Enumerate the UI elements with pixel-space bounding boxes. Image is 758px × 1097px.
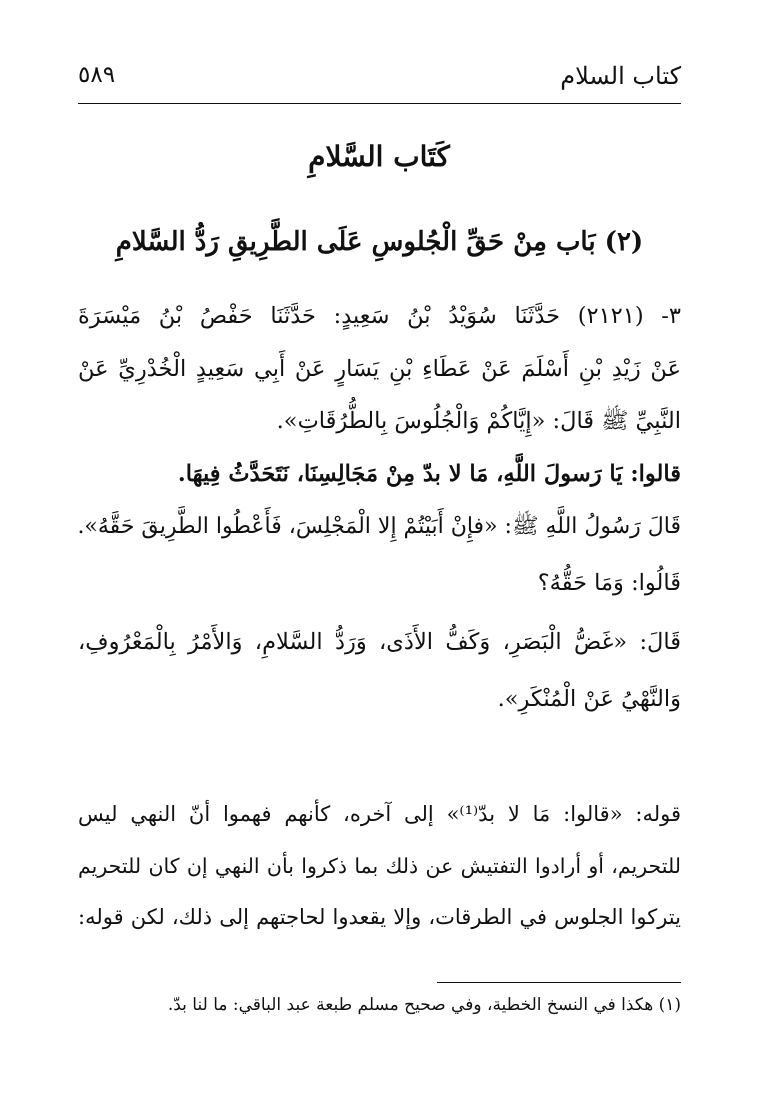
hadith-line-2: عَنْ زَيْدِ بْنِ أَسْلَمَ عَنْ عَطَاءِ بْنِ يَسَارٍ عَنْ أَبِي سَعِيدٍ الْخُدْرِيِّ عَنْ: [78, 356, 681, 382]
hadith-line-4: قالوا: يَا رَسولَ اللَّهِ، مَا لا بدّ مِنْ مَجَالِسِنَا، نَتَحَدَّثُ فِيهَا.: [177, 461, 681, 487]
header-divider: [78, 103, 681, 104]
footnote-divider: [437, 982, 681, 983]
book-title: كَتَاب السَّلامِ: [308, 140, 450, 173]
commentary-line-1: قوله: «قالوا: مَا لا بدّ⁽¹⁾» إلى آخره، كأنهم فهموا أنّ النهي ليس: [78, 802, 681, 826]
footnote: (١) هكذا في النسخ الخطية، وفي صحيح مسلم طبعة عبد الباقي: ما لنا بدّ.: [167, 995, 681, 1015]
running-header: [78, 58, 681, 102]
page-number: ٥٨٩: [78, 62, 116, 88]
hadith-line-7: قَالَ: «غَضُّ الْبَصَرِ، وَكَفُّ الأَذَى، وَرَدُّ السَّلامِ، وَالأَمْرُ بِالْمَعْرُوفِ،: [78, 629, 681, 655]
hadith-line-5: قَالَ رَسُولُ اللَّهِ ﷺ: «فإِنْ أَبَيْتُمْ إِلا الْمَجْلِسَ، فَأَعْطُوا الطَّرِيقَ حَقَّهُ».: [77, 514, 681, 539]
hadith-line-8: وَالنَّهْيُ عَنْ الْمُنْكَرِ».: [497, 686, 681, 712]
chapter-title: (٢) بَاب مِنْ حَقِّ الْجُلوسِ عَلَى الطَّرِيقِ رَدُّ السَّلامِ: [115, 227, 644, 257]
hadith-line-6: قَالُوا: وَمَا حَقُّهُ؟: [537, 570, 681, 596]
running-header-title: كتاب السلام: [560, 62, 681, 90]
hadith-line-3: النَّبِيِّ ﷺ قَالَ: «إِيَّاكُمْ وَالْجُلُوسَ بِالطُّرُقَاتِ».: [276, 408, 681, 434]
hadith-line-1: ٣- (٢١٢١) حَدَّثَنَا سُوَيْدُ بْنُ سَعِيدٍ: حَدَّثَنَا حَفْصُ بْنُ مَيْسَرَةَ: [78, 303, 681, 329]
commentary-line-3: يتركوا الجلوس في الطرقات، وإلا يقعدوا لحاجتهم إلى ذلك، لكن قوله:: [78, 905, 681, 929]
commentary-line-2: للتحريم، أو أرادوا التفتيش عن ذلك بما ذكروا بأن النهي إن كان للتحريم: [78, 854, 681, 878]
